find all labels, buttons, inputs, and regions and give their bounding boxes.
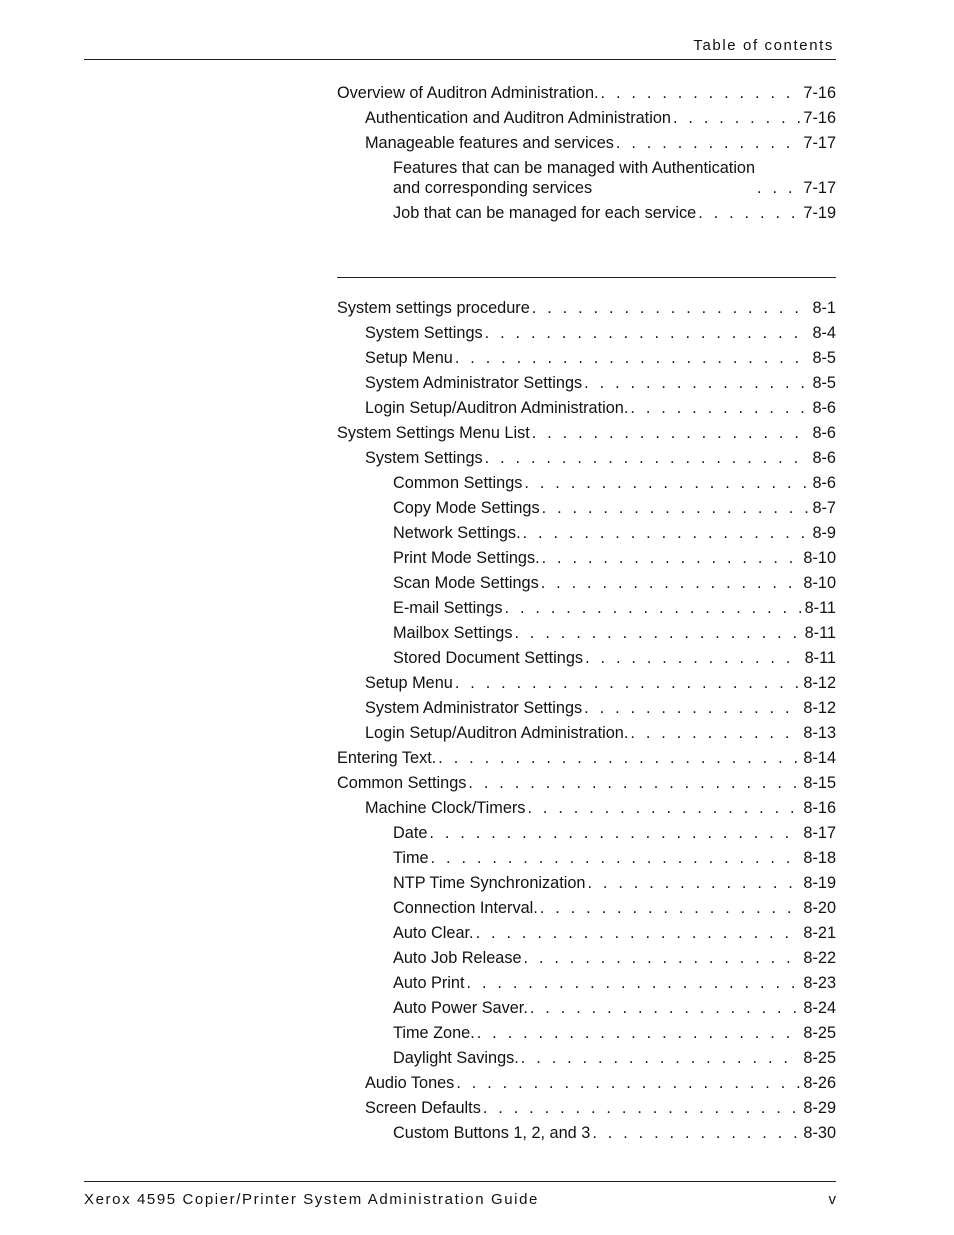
toc-entry[interactable] xyxy=(337,78,836,103)
dot-leader xyxy=(476,923,801,943)
toc-entry-page: 8-9 xyxy=(812,524,836,542)
toc-entry-title: Date xyxy=(393,824,428,842)
toc-entry[interactable] xyxy=(337,1118,836,1143)
dot-leader xyxy=(541,573,801,593)
dot-leader xyxy=(505,598,802,618)
dot-leader xyxy=(542,498,810,518)
toc-entry-page: 8-14 xyxy=(803,749,836,767)
dot-leader xyxy=(592,1123,800,1143)
toc-entry-title: Auto Clear. xyxy=(393,924,474,942)
dot-leader xyxy=(616,133,801,153)
toc-entry-page: 8-18 xyxy=(803,849,836,867)
dot-leader xyxy=(532,423,810,443)
toc-entry-title: System settings procedure xyxy=(337,299,530,317)
toc-entry-title: System Settings xyxy=(365,449,483,467)
toc-entry-title: Auto Power Saver. xyxy=(393,999,528,1017)
toc-entry[interactable] xyxy=(337,768,836,793)
toc-entry[interactable] xyxy=(337,153,836,198)
dot-leader xyxy=(523,523,810,543)
footer-title: Xerox 4595 Copier/Printer System Administration Guide xyxy=(84,1191,539,1208)
toc-entry-title: E-mail Settings xyxy=(393,599,503,617)
dot-leader xyxy=(601,83,801,103)
toc-entry[interactable] xyxy=(337,993,836,1018)
toc-entry-page: 8-6 xyxy=(812,449,836,467)
dot-leader xyxy=(467,973,801,993)
toc-entry-title xyxy=(393,158,755,198)
toc-entry-page: 8-26 xyxy=(803,1074,836,1092)
toc-entry[interactable] xyxy=(337,868,836,893)
toc-entry[interactable] xyxy=(337,743,836,768)
dot-leader xyxy=(532,298,810,318)
toc-entry-title: Screen Defaults xyxy=(365,1099,481,1117)
toc-entry-title: Overview of Auditron Administration. xyxy=(337,84,599,102)
dot-leader xyxy=(455,673,801,693)
toc-entry-title: Copy Mode Settings xyxy=(393,499,540,517)
toc-entry-page: 8-30 xyxy=(803,1124,836,1142)
toc-entry[interactable] xyxy=(337,343,836,368)
toc-entry-title: Common Settings xyxy=(337,774,467,792)
dot-leader xyxy=(587,873,800,893)
header-rule xyxy=(84,59,836,60)
toc-entry-title: Login Setup/Auditron Administration. xyxy=(365,724,629,742)
toc-entry-page: 8-25 xyxy=(803,1049,836,1067)
toc-entry[interactable] xyxy=(337,593,836,618)
toc-entry[interactable] xyxy=(337,943,836,968)
toc-entry-page: 7-16 xyxy=(803,109,836,127)
toc-entry[interactable] xyxy=(337,318,836,343)
dot-leader xyxy=(527,798,800,818)
toc-entry-page: 8-19 xyxy=(803,874,836,892)
toc-entry-title: Auto Job Release xyxy=(393,949,522,967)
dot-leader xyxy=(630,723,800,743)
dot-leader xyxy=(514,623,801,643)
dot-leader xyxy=(698,203,800,223)
dot-leader xyxy=(438,748,800,768)
dot-leader xyxy=(542,548,801,568)
toc-entry-page: 8-6 xyxy=(812,474,836,492)
toc-entry-page: 8-22 xyxy=(803,949,836,967)
toc-entry-title-line: and corresponding services xyxy=(393,179,593,197)
toc-entry-title: Setup Menu xyxy=(365,349,453,367)
toc-entry[interactable] xyxy=(337,793,836,818)
toc-entry-page: 7-19 xyxy=(803,204,836,222)
toc-entry-title: Daylight Savings. xyxy=(393,1049,519,1067)
toc-entry[interactable] xyxy=(337,618,836,643)
toc-entry-title: Common Settings xyxy=(393,474,523,492)
toc-entry[interactable] xyxy=(337,843,836,868)
toc-entry-page: 8-10 xyxy=(803,549,836,567)
toc-entry-page: 7-17 xyxy=(803,179,836,197)
toc-entry-page: 8-20 xyxy=(803,899,836,917)
toc-entry-title: Audio Tones xyxy=(365,1074,455,1092)
dot-leader xyxy=(673,108,800,128)
toc-entry-title: Mailbox Settings xyxy=(393,624,513,642)
toc-entry[interactable] xyxy=(337,918,836,943)
dot-leader xyxy=(431,848,801,868)
toc-entry-title: System Administrator Settings xyxy=(365,374,583,392)
toc-entry-page: 8-5 xyxy=(812,349,836,367)
toc-entry[interactable] xyxy=(337,1018,836,1043)
toc-entry[interactable] xyxy=(337,1043,836,1068)
dot-leader xyxy=(524,948,801,968)
toc-entry-page: 8-7 xyxy=(812,499,836,517)
toc-entry[interactable] xyxy=(337,198,836,223)
toc-entry[interactable] xyxy=(337,128,836,153)
toc-entry-title: NTP Time Synchronization xyxy=(393,874,586,892)
toc-entry-title: Machine Clock/Timers xyxy=(365,799,526,817)
dot-leader xyxy=(584,698,800,718)
toc-entry-title: Login Setup/Auditron Administration. xyxy=(365,399,629,417)
dot-leader xyxy=(757,178,800,198)
dot-leader xyxy=(540,898,801,918)
toc-entry-page: 8-15 xyxy=(803,774,836,792)
toc-section-auditron xyxy=(337,78,836,223)
dot-leader xyxy=(455,348,810,368)
toc-section-system-settings xyxy=(337,293,836,1143)
toc-entry-page: 7-16 xyxy=(803,84,836,102)
toc-entry[interactable] xyxy=(337,1068,836,1093)
toc-entry-title: Print Mode Settings. xyxy=(393,549,540,567)
toc-entry-page: 8-11 xyxy=(804,649,836,667)
toc-entry[interactable] xyxy=(337,493,836,518)
toc-entry-page: 7-17 xyxy=(803,134,836,152)
footer-rule xyxy=(84,1181,836,1182)
toc-entry[interactable] xyxy=(337,518,836,543)
footer-page-number: v xyxy=(828,1191,836,1208)
toc-entry-page: 8-16 xyxy=(803,799,836,817)
dot-leader xyxy=(630,398,809,418)
toc-entry-title: Connection Interval. xyxy=(393,899,538,917)
toc-entry-page: 8-1 xyxy=(812,299,836,317)
toc-entry[interactable] xyxy=(337,693,836,718)
toc-entry-title: System Settings xyxy=(365,324,483,342)
toc-entry-page: 8-11 xyxy=(804,599,836,617)
toc-entry-title: Stored Document Settings xyxy=(393,649,584,667)
toc-entry-title: Network Settings. xyxy=(393,524,521,542)
toc-entry-page: 8-12 xyxy=(803,699,836,717)
toc-entry[interactable] xyxy=(337,968,836,993)
toc-entry-page: 8-24 xyxy=(803,999,836,1017)
toc-entry-title: Auto Print xyxy=(393,974,465,992)
toc-entry[interactable] xyxy=(337,443,836,468)
toc-entry-page: 8-25 xyxy=(803,1024,836,1042)
dot-leader xyxy=(521,1048,801,1068)
dot-leader xyxy=(485,323,810,343)
running-header: Table of contents xyxy=(693,37,834,54)
toc-entry-page: 8-10 xyxy=(803,574,836,592)
toc-entry-page: 8-21 xyxy=(803,924,836,942)
dot-leader xyxy=(477,1023,801,1043)
toc-entry[interactable] xyxy=(337,293,836,318)
dot-leader xyxy=(483,1098,801,1118)
toc-entry-page: 8-11 xyxy=(804,624,836,642)
toc-entry-title: Time Zone. xyxy=(393,1024,475,1042)
toc-entry-title: Authentication and Auditron Administration xyxy=(365,109,671,127)
toc-entry-page: 8-6 xyxy=(812,399,836,417)
toc-entry[interactable] xyxy=(337,1093,836,1118)
toc-entry[interactable] xyxy=(337,418,836,443)
toc-entry-title: System Settings Menu List xyxy=(337,424,530,442)
dot-leader xyxy=(584,373,809,393)
section-divider xyxy=(337,277,836,278)
toc-entry-page: 8-6 xyxy=(812,424,836,442)
toc-entry[interactable] xyxy=(337,818,836,843)
toc-entry-page: 8-12 xyxy=(803,674,836,692)
toc-entry-title: Scan Mode Settings xyxy=(393,574,539,592)
toc-entry-page: 8-17 xyxy=(803,824,836,842)
toc-entry[interactable] xyxy=(337,468,836,493)
toc-entry-title: Job that can be managed for each service xyxy=(393,204,697,222)
toc-entry-title-line: Features that can be managed with Authentication xyxy=(393,159,756,177)
toc-entry[interactable] xyxy=(337,103,836,128)
toc-entry[interactable] xyxy=(337,643,836,668)
dot-leader xyxy=(429,823,800,843)
toc-entry-page: 8-13 xyxy=(803,724,836,742)
toc-entry-page: 8-23 xyxy=(803,974,836,992)
dot-leader xyxy=(530,998,801,1018)
toc-entry-title: Entering Text. xyxy=(337,749,437,767)
toc-entry-page: 8-5 xyxy=(812,374,836,392)
toc-entry[interactable] xyxy=(337,568,836,593)
dot-leader xyxy=(524,473,809,493)
toc-entry-page: 8-4 xyxy=(812,324,836,342)
dot-leader xyxy=(585,648,802,668)
toc-entry-title: Setup Menu xyxy=(365,674,453,692)
toc-entry[interactable] xyxy=(337,368,836,393)
dot-leader xyxy=(468,773,800,793)
dot-leader xyxy=(485,448,810,468)
toc-entry-title: Manageable features and services xyxy=(365,134,614,152)
toc-entry-title: Custom Buttons 1, 2, and 3 xyxy=(393,1124,591,1142)
toc-entry[interactable] xyxy=(337,393,836,418)
toc-entry-page: 8-29 xyxy=(803,1099,836,1117)
toc-entry-title: System Administrator Settings xyxy=(365,699,583,717)
toc-entry[interactable] xyxy=(337,543,836,568)
dot-leader xyxy=(456,1073,800,1093)
toc-entry-title: Time xyxy=(393,849,429,867)
toc-entry[interactable] xyxy=(337,718,836,743)
toc-entry[interactable] xyxy=(337,893,836,918)
toc-entry[interactable] xyxy=(337,668,836,693)
